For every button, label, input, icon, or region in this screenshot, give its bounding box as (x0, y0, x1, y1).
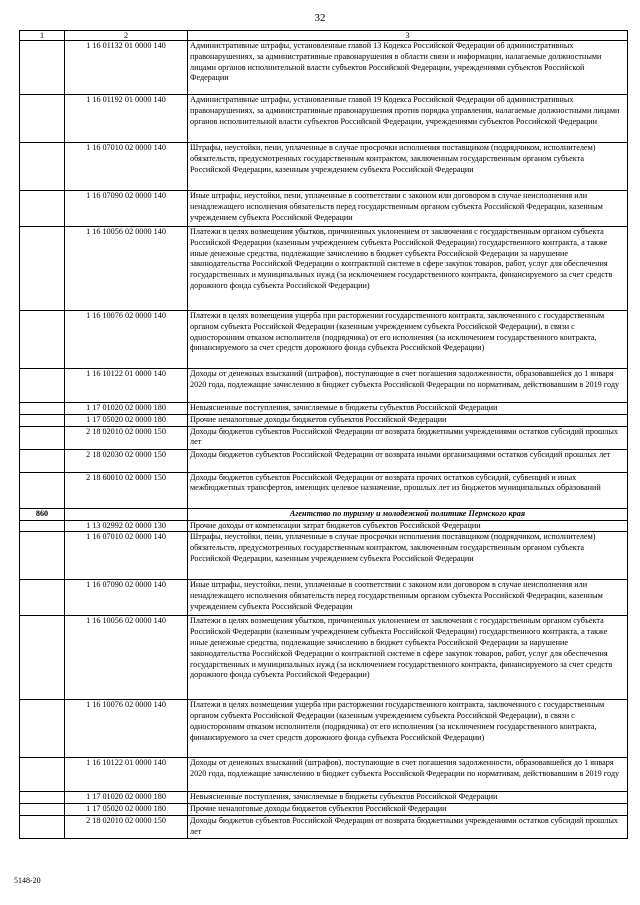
admin-code-cell (20, 616, 65, 700)
table-row (20, 520, 628, 532)
revenue-description-cell: Доходы бюджетов субъектов Российской Федерации от возврата иными организациями остатков субсидий прошлых лет (188, 449, 628, 472)
table-row (20, 449, 628, 472)
revenue-description-cell: Административные штрафы, установленные главой 19 Кодекса Российской Федерации об административных правонарушениях, за административные правонарушения против порядка управления, налагаемые должностными лицами органов исполнительной власти субъектов Российской Федерации, учреждениями субъектов Российской Федерации (188, 95, 628, 143)
revenue-code-cell: 2 18 02010 02 0000 150 (65, 426, 188, 449)
table-row (20, 815, 628, 838)
admin-code-cell: 860 (20, 508, 65, 520)
admin-code-cell (20, 41, 65, 95)
admin-code-cell (20, 815, 65, 838)
admin-code-cell (20, 191, 65, 227)
revenue-code-cell: 1 16 01132 01 0000 140 (65, 41, 188, 95)
table-row (20, 369, 628, 403)
revenue-description-cell: Доходы бюджетов субъектов Российской Федерации от возврата бюджетными учреждениями остатков субсидий прошлых лет (188, 815, 628, 838)
revenue-code-cell: 1 17 01020 02 0000 180 (65, 792, 188, 804)
revenue-description-cell: Доходы от денежных взысканий (штрафов), поступающие в счет погашения задолженности, образовавшейся до 1 января 2020 года, подлежащие зачислению в бюджет субъекта Российской Федерации по нормативам, действовавшим в 2019 году (188, 758, 628, 792)
admin-code-cell (20, 414, 65, 426)
admin-code-cell (20, 403, 65, 415)
revenue-description-cell: Штрафы, неустойки, пени, уплаченные в случае просрочки исполнения поставщиком (подрядчиком, исполнителем) обязательств, предусмотренных государственным контрактом, заключенным государственным органом субъекта Российской Федерации, казенным учреждением субъекта Российской Федерации (188, 143, 628, 191)
revenue-description-cell: Прочие доходы от компенсации затрат бюджетов субъектов Российской Федерации (188, 520, 628, 532)
column-header-3: 3 (188, 31, 628, 41)
revenue-code-cell: 1 16 10076 02 0000 140 (65, 700, 188, 758)
organization-row (20, 508, 628, 520)
admin-code-cell (20, 227, 65, 311)
revenue-code-cell: 2 18 02030 02 0000 150 (65, 449, 188, 472)
table-row (20, 804, 628, 816)
admin-code-cell (20, 804, 65, 816)
table-row (20, 580, 628, 616)
table-row (20, 311, 628, 369)
table-row (20, 191, 628, 227)
admin-code-cell (20, 758, 65, 792)
admin-code-cell (20, 311, 65, 369)
admin-code-cell (20, 532, 65, 580)
table-row (20, 616, 628, 700)
table-row (20, 403, 628, 415)
revenue-code-cell: 1 16 01192 01 0000 140 (65, 95, 188, 143)
revenue-code-cell: 1 17 05020 02 0000 180 (65, 414, 188, 426)
revenue-description-cell: Доходы бюджетов субъектов Российской Федерации от возврата бюджетными учреждениями остатков субсидий прошлых лет (188, 426, 628, 449)
header-row (20, 31, 628, 41)
revenue-code-cell: 1 16 10122 01 0000 140 (65, 369, 188, 403)
table-row (20, 532, 628, 580)
admin-code-cell (20, 143, 65, 191)
revenue-description-cell: Доходы бюджетов субъектов Российской Федерации от возврата прочих остатков субсидий, субвенций и иных межбюджетных трансфертов, имеющих целевое назначение, прошлых лет из бюджетов муниципальных образований (188, 472, 628, 508)
revenue-description-cell: Невыясненные поступления, зачисляемые в бюджеты субъектов Российской Федерации (188, 792, 628, 804)
revenue-description-cell: Штрафы, неустойки, пени, уплаченные в случае просрочки исполнения поставщиком (подрядчиком, исполнителем) обязательств, предусмотренных государственным контрактом, заключенным государственным органом субъекта Российской Федерации, казенным учреждением субъекта Российской Федерации (188, 532, 628, 580)
revenue-description-cell: Прочие неналоговые доходы бюджетов субъектов Российской Федерации (188, 804, 628, 816)
revenue-description-cell: Платежи в целях возмещения ущерба при расторжении государственного контракта, заключенного с государственным органом субъекта Российской Федерации (казенным учреждением субъекта Российской Федерации), в связи с односторонним отказом исполнителя (подрядчика) от его исполнения (за исключением государственного контракта, финансируемого за счет средств дорожного фонда субъекта Российской Федерации) (188, 311, 628, 369)
admin-code-cell (20, 580, 65, 616)
revenue-description-cell: Иные штрафы, неустойки, пени, уплаченные в соответствии с законом или договором в случае неисполнения или ненадлежащего исполнения обязательств перед государственным органом субъекта Российской Федерации, казенным учреждением субъекта Российской Федерации (188, 580, 628, 616)
table-row (20, 143, 628, 191)
page-number: 32 (314, 12, 326, 24)
table-body (20, 41, 628, 839)
organization-name-cell: Агентство по туризму и молодежной политике Пермского края (188, 508, 628, 520)
column-header-1: 1 (20, 31, 65, 41)
table-row (20, 41, 628, 95)
admin-code-cell (20, 792, 65, 804)
revenue-codes-table (19, 30, 628, 839)
revenue-code-cell: 1 16 10122 01 0000 140 (65, 758, 188, 792)
revenue-code-cell: 1 16 07010 02 0000 140 (65, 143, 188, 191)
revenue-code-cell: 1 16 07090 02 0000 140 (65, 191, 188, 227)
admin-code-cell (20, 520, 65, 532)
admin-code-cell (20, 449, 65, 472)
revenue-code-cell: 2 18 02010 02 0000 150 (65, 815, 188, 838)
revenue-description-cell: Платежи в целях возмещения убытков, причиненных уклонением от заключения с государственным органом субъекта Российской Федерации (казенным учреждением субъекта Российской Федерации) государственного контракта, а также иные денежные средства, подлежащие зачислению в бюджет субъекта Российской Федерации за нарушение законодательства Российской Федерации о контрактной системе в сфере закупок товаров, работ, услуг для обеспечения государственных и муниципальных нужд (за исключением государственного контракта, финансируемого за счет средств дорожного фонда субъекта Российской Федерации) (188, 227, 628, 311)
column-header-2: 2 (65, 31, 188, 41)
table-row (20, 227, 628, 311)
table-row (20, 426, 628, 449)
table-row (20, 700, 628, 758)
revenue-code-cell: 1 16 10056 02 0000 140 (65, 227, 188, 311)
revenue-code-cell: 1 16 10076 02 0000 140 (65, 311, 188, 369)
table-row (20, 792, 628, 804)
table-row (20, 758, 628, 792)
revenue-description-cell: Административные штрафы, установленные главой 13 Кодекса Российской Федерации об административных правонарушениях, за административные правонарушения в области связи и информации, налагаемые должностными лицами органов исполнительной власти субъектов Российской Федерации, учреждениями субъектов Российской Федерации (188, 41, 628, 95)
footer-code: 5148-20 (14, 876, 41, 885)
table-row (20, 95, 628, 143)
admin-code-cell (20, 95, 65, 143)
table-row (20, 472, 628, 508)
revenue-code-cell: 1 17 05020 02 0000 180 (65, 804, 188, 816)
revenue-code-cell (65, 508, 188, 520)
revenue-description-cell: Доходы от денежных взысканий (штрафов), поступающие в счет погашения задолженности, образовавшейся до 1 января 2020 года, подлежащие зачислению в бюджет субъекта Российской Федерации по нормативам, действовавшим в 2019 году (188, 369, 628, 403)
revenue-code-cell: 1 17 01020 02 0000 180 (65, 403, 188, 415)
revenue-code-cell: 2 18 60010 02 0000 150 (65, 472, 188, 508)
table-row (20, 414, 628, 426)
revenue-description-cell: Платежи в целях возмещения убытков, причиненных уклонением от заключения с государственным органом субъекта Российской Федерации (казенным учреждением субъекта Российской Федерации) государственного контракта, а также иные денежные средства, подлежащие зачислению в бюджет субъекта Российской Федерации за нарушение законодательства Российской Федерации о контрактной системе в сфере закупок товаров, работ, услуг для обеспечения государственных и муниципальных нужд (за исключением государственного контракта, финансируемого за счет средств дорожного фонда субъекта Российской Федерации) (188, 616, 628, 700)
admin-code-cell (20, 426, 65, 449)
admin-code-cell (20, 369, 65, 403)
revenue-description-cell: Иные штрафы, неустойки, пени, уплаченные в соответствии с законом или договором в случае неисполнения или ненадлежащего исполнения обязательств перед государственным органом субъекта Российской Федерации, казенным учреждением субъекта Российской Федерации (188, 191, 628, 227)
revenue-description-cell: Прочие неналоговые доходы бюджетов субъектов Российской Федерации (188, 414, 628, 426)
revenue-code-cell: 1 16 07090 02 0000 140 (65, 580, 188, 616)
revenue-description-cell: Невыясненные поступления, зачисляемые в бюджеты субъектов Российской Федерации (188, 403, 628, 415)
admin-code-cell (20, 472, 65, 508)
revenue-code-cell: 1 16 10056 02 0000 140 (65, 616, 188, 700)
admin-code-cell (20, 700, 65, 758)
revenue-description-cell: Платежи в целях возмещения ущерба при расторжении государственного контракта, заключенного с государственным органом субъекта Российской Федерации (казенным учреждением субъекта Российской Федерации), в связи с односторонним отказом исполнителя (подрядчика) от его исполнения (за исключением государственного контракта, финансируемого за счет средств дорожного фонда субъекта Российской Федерации) (188, 700, 628, 758)
revenue-code-cell: 1 16 07010 02 0000 140 (65, 532, 188, 580)
revenue-code-cell: 1 13 02992 02 0000 130 (65, 520, 188, 532)
